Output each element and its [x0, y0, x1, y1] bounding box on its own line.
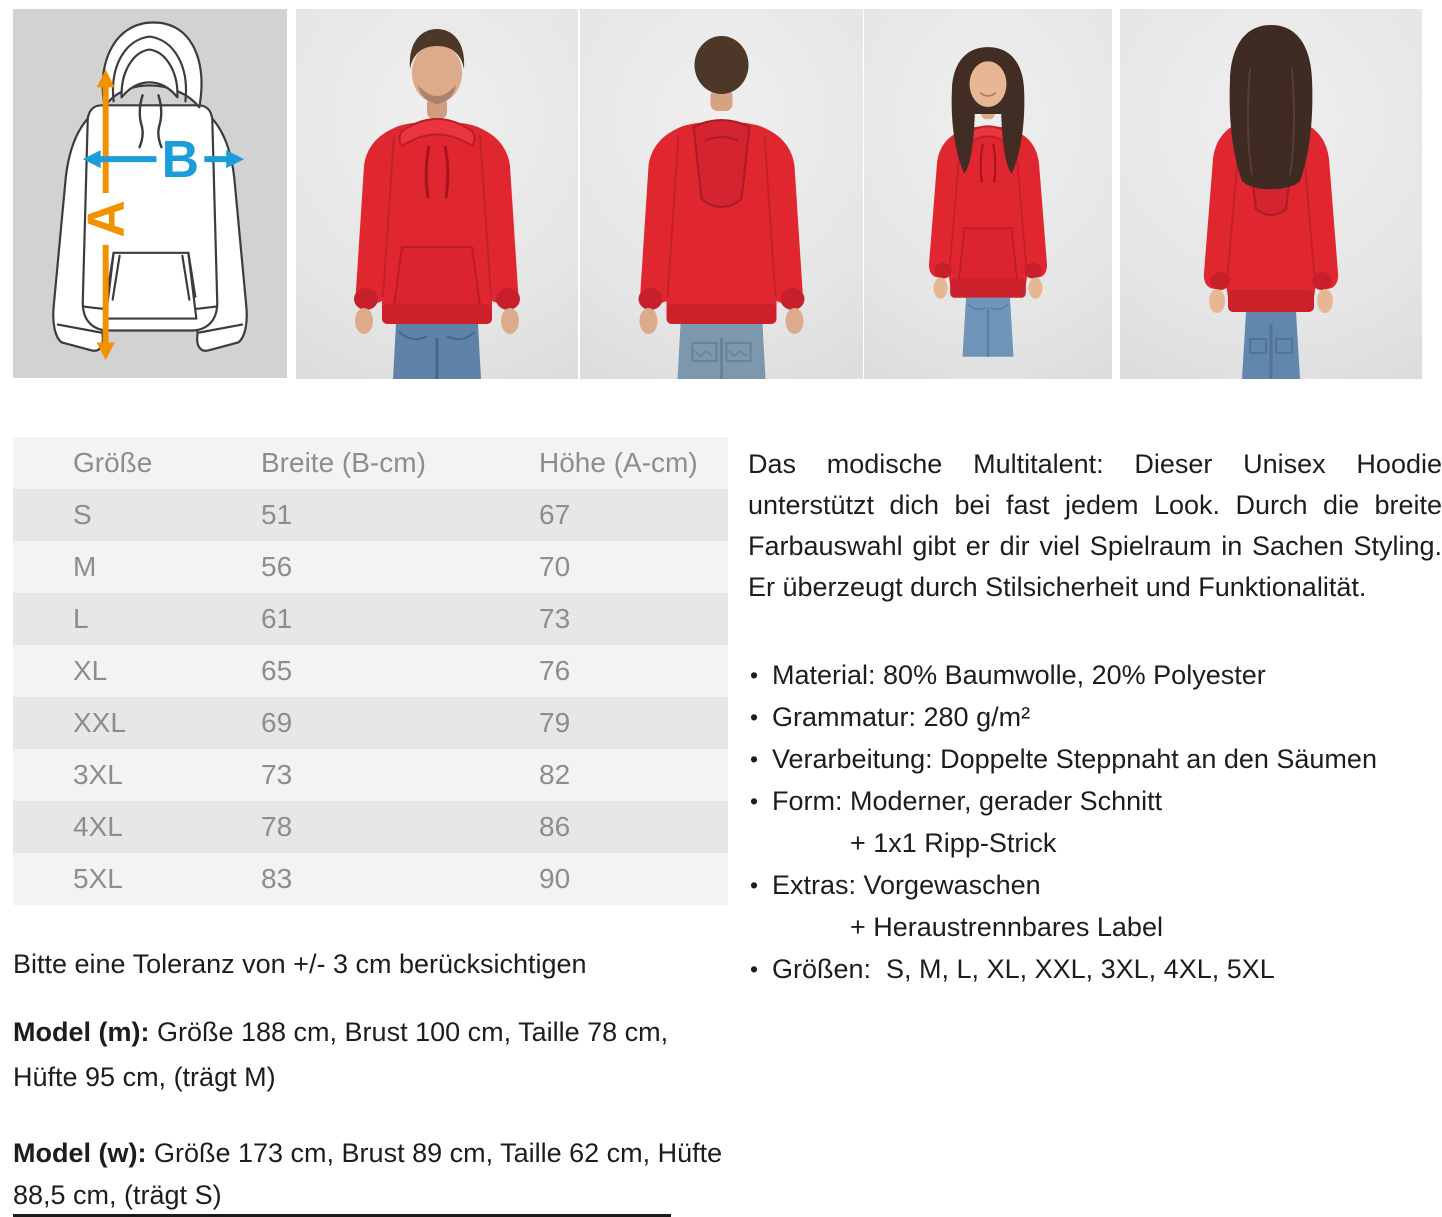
- label-a: A: [76, 200, 135, 238]
- spec-item-extras: [748, 864, 1442, 948]
- size-cell: 3XL: [73, 759, 123, 790]
- spec-text: Extras: Vorgewaschen: [772, 870, 1041, 900]
- male-model-front-illustration: [296, 9, 578, 379]
- spec-item-grammatur: [748, 696, 1442, 738]
- spec-text: Verarbeitung: Doppelte Steppnaht an den Säumen: [772, 744, 1377, 774]
- man-back-hoodie: [639, 120, 805, 324]
- table-row-5xl: [13, 853, 728, 905]
- hoehe-cell: 82: [539, 759, 571, 790]
- size-cell: XXL: [73, 707, 126, 738]
- hoehe-cell: 76: [539, 655, 571, 686]
- breite-cell: 51: [261, 499, 293, 530]
- model-w-label: Model (w):: [13, 1138, 147, 1168]
- spec-text: Grammatur: 280 g/m²: [772, 702, 1031, 732]
- table-row-xxl: [13, 697, 728, 749]
- size-cell: 5XL: [73, 863, 123, 894]
- spec-item-material: [748, 654, 1442, 696]
- breite-cell: 56: [261, 551, 293, 582]
- tolerance-note: Bitte eine Toleranz von +/- 3 cm berücksichtigen: [13, 949, 587, 979]
- col-header-groesse: Größe: [73, 447, 153, 478]
- table-row-m: [13, 541, 728, 593]
- product-description: [748, 444, 1442, 990]
- hoehe-cell: 79: [539, 707, 571, 738]
- model-m-note: [13, 1010, 728, 1100]
- size-table-header-row: [13, 437, 728, 489]
- man-back-jeans: [678, 324, 766, 379]
- product-photo-female-back: [1120, 9, 1422, 379]
- breite-cell: 73: [261, 759, 293, 790]
- model-w-note: [13, 1132, 728, 1216]
- hoodie-measurement-diagram-illustration: [13, 9, 287, 378]
- table-row-s: [13, 489, 728, 541]
- breite-cell: 65: [261, 655, 293, 686]
- male-model-back-illustration: [580, 9, 863, 379]
- size-cell: XL: [73, 655, 108, 686]
- man-front-head: [410, 29, 464, 119]
- hanging-hood: [694, 120, 750, 207]
- description-intro: Das modische Multitalent: Dieser Unisex Hoodie unterstützt dich bei fast jedem Look. Durch die breite Farbauswahl gibt er dir viel Spielraum in Sachen Styling. Er überzeugt durch Stilsicherheit und Funktionalität.: [748, 449, 1442, 602]
- spec-text: Material: 80% Baumwolle, 20% Polyester: [772, 660, 1266, 690]
- woman-back-right-hand: [1317, 289, 1333, 313]
- female-model-front-illustration: [864, 9, 1112, 379]
- product-photo-female-front: [864, 9, 1112, 379]
- product-photo-male-front: [296, 9, 578, 379]
- label-b: B: [161, 130, 200, 189]
- model-m-text: Größe 188 cm, Brust 100 cm, Taille 78 cm, Hüfte 95 cm, (trägt M): [13, 1017, 669, 1092]
- measurement-diagram: [13, 9, 287, 378]
- woman-back-left-hand: [1209, 289, 1225, 313]
- product-photo-male-back: [580, 9, 863, 379]
- man-front-right-hand: [501, 308, 519, 334]
- size-cell: 4XL: [73, 811, 123, 842]
- spec-item-form: [748, 780, 1442, 864]
- size-cell: L: [73, 603, 89, 634]
- table-row-4xl: [13, 801, 728, 853]
- woman-front-left-hand: [933, 278, 947, 299]
- hoehe-cell: 70: [539, 551, 571, 582]
- man-front-hoodie: [354, 119, 520, 324]
- size-cell: M: [73, 551, 97, 582]
- table-row-l: [13, 593, 728, 645]
- breite-cell: 83: [261, 863, 293, 894]
- table-row-xl: [13, 645, 728, 697]
- hoehe-cell: 73: [539, 603, 571, 634]
- hoehe-cell: 86: [539, 811, 571, 842]
- woman-front-hoodie: [929, 126, 1047, 297]
- woman-front-jeans: [962, 298, 1013, 357]
- model-m-label: Model (m):: [13, 1017, 150, 1047]
- spec-text: Form: Moderner, gerader Schnitt: [772, 786, 1163, 816]
- woman-back-hair: [1230, 25, 1313, 189]
- man-back-right-hand: [786, 308, 804, 334]
- hoehe-cell: 67: [539, 499, 571, 530]
- man-front-jeans: [393, 324, 481, 379]
- spec-item-groessen: [748, 948, 1442, 990]
- woman-front-right-hand: [1028, 278, 1042, 299]
- size-table: [13, 437, 728, 905]
- spec-subline: + 1x1 Ripp-Strick: [850, 828, 1057, 858]
- col-header-hoehe: Höhe (A-cm): [539, 447, 698, 478]
- woman-back-jeans: [1242, 312, 1300, 379]
- hoehe-cell: 90: [539, 863, 571, 894]
- woman-front-face: [970, 61, 1007, 107]
- col-header-breite: Breite (B-cm): [261, 447, 426, 478]
- spec-text: Größen: S, M, L, XL, XXL, 3XL, 4XL, 5XL: [772, 954, 1275, 984]
- table-row-3xl: [13, 749, 728, 801]
- breite-cell: 61: [261, 603, 293, 634]
- female-model-back-illustration: [1120, 9, 1422, 379]
- man-front-left-hand: [355, 308, 373, 334]
- spec-list: [748, 654, 1442, 990]
- spec-subline: + Heraustrennbares Label: [850, 912, 1163, 942]
- man-back-head: [695, 36, 749, 111]
- breite-cell: 78: [261, 811, 293, 842]
- size-table-section: [13, 437, 728, 905]
- spec-item-verarbeitung: [748, 738, 1442, 780]
- man-back-left-hand: [640, 308, 658, 334]
- model-w-text: Größe 173 cm, Brust 89 cm, Taille 62 cm, Hüfte 88,5 cm, (trägt S): [13, 1138, 723, 1210]
- size-cell: S: [73, 499, 92, 530]
- breite-cell: 69: [261, 707, 293, 738]
